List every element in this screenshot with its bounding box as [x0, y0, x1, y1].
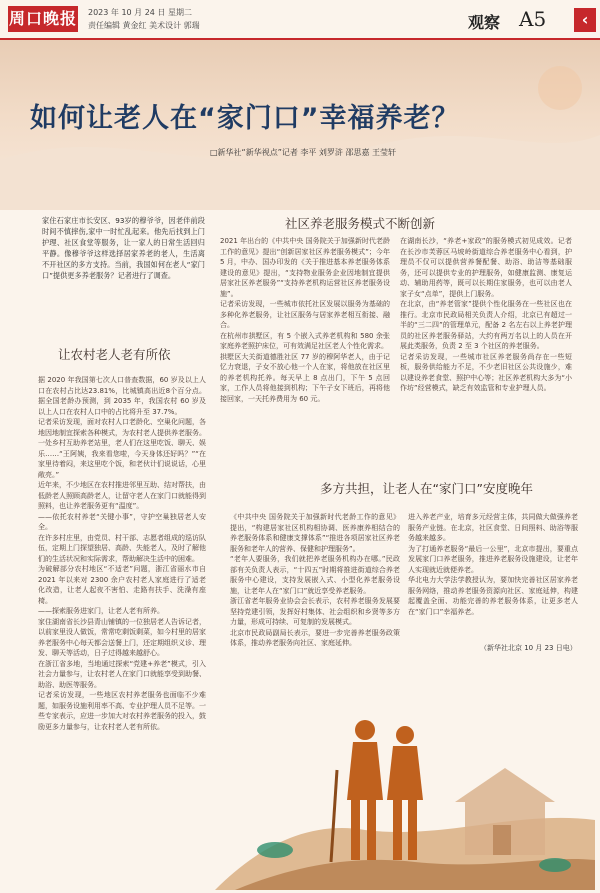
article-paragraph: 2021 年出台的《中共中央 国务院关于加强新时代老龄工作的意见》提出“创新居家社区养老服务模式”；今年 5 月，中办、国办印发的《关于推进基本养老服务体系建设的意见》提出，“支持物业服务企业因地制宜提供居家社区养老服务”“支持养老机构运营社区养老服务设施”。 — [220, 237, 390, 298]
article-paragraph: 在浙江省多地，当地通过探索“党建+养老”模式，引入社会力量参与，让农村老人在家门口就能享受到助餐、助浴、助医等服务。 — [38, 659, 206, 689]
chevron-left-icon: ‹ — [581, 10, 589, 29]
article-paragraph: 拱墅区大关街道德胜社区 77 岁的穆阿华老人，由于记忆力衰退，子女不放心他一个人在家，将他放在社区里的养老机构托养。每天早上 8 点出门，下午 5 点回家，工作人员将他接到机构；下午子女下班后，再将他接回家，一天托养费用为 60 元。 — [220, 352, 390, 403]
column-shared-left — [230, 512, 400, 650]
article-paragraph: 为破解部分农村地区“不适老”问题，浙江省丽水市自 2021 年以来对 2300 余户农村老人家庭进行了适老化改造，让老人起夜不害怕、走路有扶手、洗澡有座椅。 — [38, 565, 206, 605]
dateline: （新华社北京 10 月 23 日电） — [480, 644, 577, 652]
article-paragraph: ——依托农村养老“关键小事”，守护空巢独居老人安全。 — [38, 512, 206, 531]
article-paragraph: 记者采访发现，一些地区农村养老服务也面临不少难题，如服务设施利用率不高、专业护理人员不足等。一些专家表示，应进一步加大对农村养老服务的投入，鼓励更多力量参与，让农村老人老有所依。 — [38, 691, 206, 731]
article-paragraph: 在杭州市拱墅区，有 5 个嵌入式养老机构和 580 余张家庭养老照护床位，可有效满足社区老人个性化需求。 — [220, 331, 390, 350]
section-name: 观察 — [468, 13, 501, 32]
article-paragraph: 进入养老产业，培育多元经营主体，共同做大做强养老服务产业链。在北京，社区食堂、日间照料、助浴等服务越来越多。 — [408, 513, 578, 542]
article-paragraph: 记者采访发现，面对农村人口老龄化、空巢化问题，各地因地制宜探索各种模式，为农村老人提供养老服务。 — [38, 418, 206, 437]
masthead — [0, 0, 600, 38]
article-paragraph: 华北电力大学法学教授认为，要加快完善社区居家养老服务网络，推动养老服务资源向社区、家庭延伸，构建起覆盖全面、功能完善的养老服务体系，让更多老人在“家门口”幸福养老。 — [408, 576, 578, 616]
article-paragraph: 《中共中央 国务院关于加强新时代老龄工作的意见》提出，“构建居家社区机构相协调、医养康养相结合的养老服务体系和健康支撑体系”“推进各项居家社区养老服务和老年人的营养、保健和护理服务”。 — [230, 513, 400, 553]
byline: □新华社“新华视点”记者 李平 刘罗浒 邵思嘉 王莹轩 — [210, 148, 397, 157]
article-paragraph: 北京市民政局副局长表示，要进一步完善养老服务政策体系，推动养老服务向社区、家庭延伸。 — [230, 628, 400, 647]
article-paragraph: 据 2020 年我国第七次人口普查数据，60 岁及以上人口在农村占比达23.81%，比城镇高出近8个百分点。据全国老龄办预测，到 2035 年，我国农村 60 岁及以上人口在农村人口中的占比将升至 37.7%。 — [38, 376, 206, 416]
article-paragraph: 一处乡村互助养老站里，老人们在这里吃饭、聊天、娱乐……“王阿姨，我来看您啦，今天身体还好吗？”“在家里待着闷，来这里吃个饭，和老伙计们说说话，心里敞亮。” — [38, 439, 206, 479]
page-number: A5 — [519, 7, 547, 31]
subhead-shared: 多方共担，让老人在“家门口”安度晚年 — [320, 481, 533, 496]
column-shared-right — [408, 512, 578, 648]
subhead-rural: 让农村老人老有所依 — [58, 347, 171, 362]
article-paragraph: 浙江省老年服务业协会会长表示，农村养老服务发展要坚持党建引领，发挥好村集体、社会组织和乡贤等多方力量，形成可持续、可复制的发展模式。 — [230, 597, 400, 626]
intro-box — [42, 215, 205, 330]
article-paragraph: 记者采访发现，一些城市社区养老服务尚存在一些短板，服务供给能力不足，不少老旧社区公共设施少，难以建设养老食堂、照护中心等；社区养老机构大多为“小作坊”经营模式，缺乏有效监管和专业护理人员。 — [400, 352, 572, 392]
subhead-community: 社区养老服务模式不断创新 — [285, 216, 436, 231]
article-paragraph: 记者采访发现，一些城市依托社区发展以服务为基础的多种化养老服务，让社区服务与居家养老相互衔接、融合。 — [220, 300, 390, 329]
headline: 如何让老人在“家门口”幸福养老？ — [30, 103, 460, 134]
editor-credits: 责任编辑 黄金红 美术设计 郭瑞 — [88, 21, 200, 30]
intro-text: 家住石家庄市长安区、93岁的穆爷爷，因老伴前段时间不慎摔伤,家中一时忙乱起来。他先后找到上门护理、社区食堂等服务，让一家人的日常生活回归平静。像穆爷爷这样选择居家养老的老人，生活离不开社区的多方支持。当前，我国如何在老人“家门口”提供更多养老服务？记者进行了调查。 — [42, 216, 205, 280]
article-paragraph: 在北京，由“养老管家”提供个性化服务在一些社区也在推行。北京市民政局相关负责人介绍，北京已有超过一半的“三二四”的管理单元，配备 2 名左右以上养老护理员的社区养老服务驿站，大约有两万名以上的人员在开展此类服务，负责 2 至 3 个社区的养老服务。 — [400, 300, 572, 350]
article-paragraph: 为了打通养老服务“最后一公里”，北京市提出，要重点发展家门口养老服务，推进养老服务设施建设，让老年人实现就近就便养老。 — [408, 544, 578, 574]
page-tab — [574, 8, 596, 32]
newspaper-logo: 周口晚报 — [8, 6, 78, 32]
elderly-couple-illustration — [215, 650, 595, 890]
column-community-right — [400, 236, 572, 438]
issue-date: 2023 年 10 月 24 日 星期二 — [88, 8, 192, 17]
article-paragraph: 在湖南长沙，“养老+家政”的服务模式初见成效。记者在长沙市芙蓉区马坡岭街道综合养老服务中心看到，护理员不仅可以提供营养餐配餐、助浴、助洁等基础服务，还可以提供专业的护理服务，如健康监测、康复运动、辅助用药等，既可以长期住家服务，也可以由老人家子女“点单”，提供上门服务。 — [400, 237, 572, 298]
column-community-left — [220, 236, 390, 438]
column-rural — [38, 375, 206, 875]
article-paragraph: 家住湖南省长沙县青山铺镇的一位独居老人告诉记者，以前家里没人做饭，常常吃剩饭剩菜，如今村里的居家养老服务中心每天都会送餐上门，还定期组织义诊、理发、聊天等活动，日子过得越来越舒心。 — [38, 617, 206, 657]
article-paragraph: 在许多村庄里，由党员、村干部、志愿者组成的巡访队伍，定期上门探望独居、高龄、失能老人，及时了解他们的生活状况和实际需求，帮助解决生活中的困难。 — [38, 533, 206, 563]
article-paragraph: ——探索服务进家门，让老人老有所养。 — [38, 607, 164, 615]
article-paragraph: “老年人要服务，我们就把养老服务机构办在哪。”民政部有关负责人表示，“十四五”时期将推进街道综合养老服务中心建设，支持发展嵌入式、小型化养老服务设施，让老年人在“家门口”就近享受养老服务。 — [230, 555, 400, 595]
article-paragraph: 近年来，不少地区在农村推进邻里互助、结对帮扶，由低龄老人照顾高龄老人，让留守老人在家门口就能得到照料，也让养老服务更有“温度”。 — [38, 481, 206, 510]
